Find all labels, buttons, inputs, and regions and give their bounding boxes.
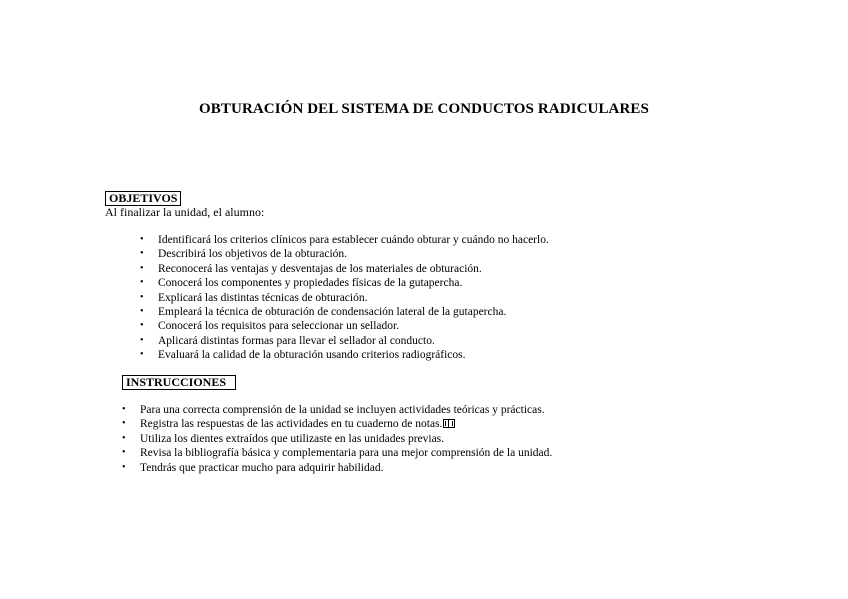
bullet-icon: • bbox=[140, 334, 144, 346]
list-item bbox=[140, 319, 549, 333]
list-item bbox=[140, 276, 549, 290]
bullet-icon: • bbox=[122, 418, 126, 430]
list-item-text: Revisa la bibliografía básica y complementaria para una mejor comprensión de la unidad. bbox=[140, 447, 553, 460]
list-item bbox=[140, 334, 549, 348]
bullet-icon: • bbox=[140, 262, 144, 274]
bullet-icon: • bbox=[140, 234, 144, 245]
bullet-icon: • bbox=[140, 306, 144, 318]
bullet-icon: • bbox=[140, 277, 144, 289]
list-item-text: Describirá los objetivos de la obturación. bbox=[158, 248, 348, 261]
instructions-header: INSTRUCCIONES bbox=[122, 375, 236, 390]
list-item bbox=[122, 446, 552, 460]
list-item bbox=[140, 247, 549, 261]
list-item bbox=[122, 403, 552, 417]
bullet-icon: • bbox=[122, 461, 126, 473]
list-item bbox=[140, 233, 549, 247]
bullet-icon: • bbox=[122, 447, 126, 459]
list-item-text: Registra las respuestas de las actividades en tu cuaderno de notas. bbox=[140, 418, 443, 431]
objectives-header: OBJETIVOS bbox=[105, 191, 181, 206]
list-item bbox=[122, 417, 552, 431]
bullet-icon: • bbox=[122, 432, 126, 444]
list-item-text: Conocerá los componentes y propiedades físicas de la gutapercha. bbox=[158, 277, 463, 290]
bullet-icon: • bbox=[140, 291, 144, 303]
book-icon bbox=[443, 419, 455, 428]
list-item-text: Explicará las distintas técnicas de obturación. bbox=[158, 291, 368, 304]
objectives-list bbox=[140, 233, 549, 363]
bullet-icon: • bbox=[122, 404, 126, 415]
list-item-text: Empleará la técnica de obturación de condensación lateral de la gutapercha. bbox=[158, 306, 507, 319]
objectives-intro: Al finalizar la unidad, el alumno: bbox=[105, 205, 265, 219]
list-item bbox=[140, 262, 549, 276]
list-item-text: Aplicará distintas formas para llevar el sellador al conducto. bbox=[158, 334, 435, 347]
instructions-list bbox=[122, 403, 552, 475]
list-item-text: Para una correcta comprensión de la unidad se incluyen actividades teóricas y prácticas. bbox=[140, 404, 545, 416]
list-item-text: Tendrás que practicar mucho para adquirir habilidad. bbox=[140, 461, 384, 474]
list-item-text: Utiliza los dientes extraídos que utilizaste en las unidades previas. bbox=[140, 432, 445, 445]
list-item-text: Identificará los criterios clínicos para establecer cuándo obturar y cuándo no hacerlo. bbox=[158, 234, 549, 246]
list-item bbox=[122, 432, 552, 446]
list-item-text: Conocerá los requisitos para seleccionar un sellador. bbox=[158, 320, 400, 333]
list-item-text: Reconocerá las ventajas y desventajas de los materiales de obturación. bbox=[158, 262, 482, 275]
list-item bbox=[140, 291, 549, 305]
bullet-icon: • bbox=[140, 349, 144, 361]
list-item-text: Evaluará la calidad de la obturación usando criterios radiográficos. bbox=[158, 349, 466, 362]
list-item bbox=[122, 461, 552, 475]
page-title: OBTURACIÓN DEL SISTEMA DE CONDUCTOS RADICULARES bbox=[199, 101, 649, 117]
bullet-icon: • bbox=[140, 320, 144, 332]
bullet-icon: • bbox=[140, 248, 144, 260]
list-item bbox=[140, 305, 549, 319]
list-item bbox=[140, 348, 549, 362]
